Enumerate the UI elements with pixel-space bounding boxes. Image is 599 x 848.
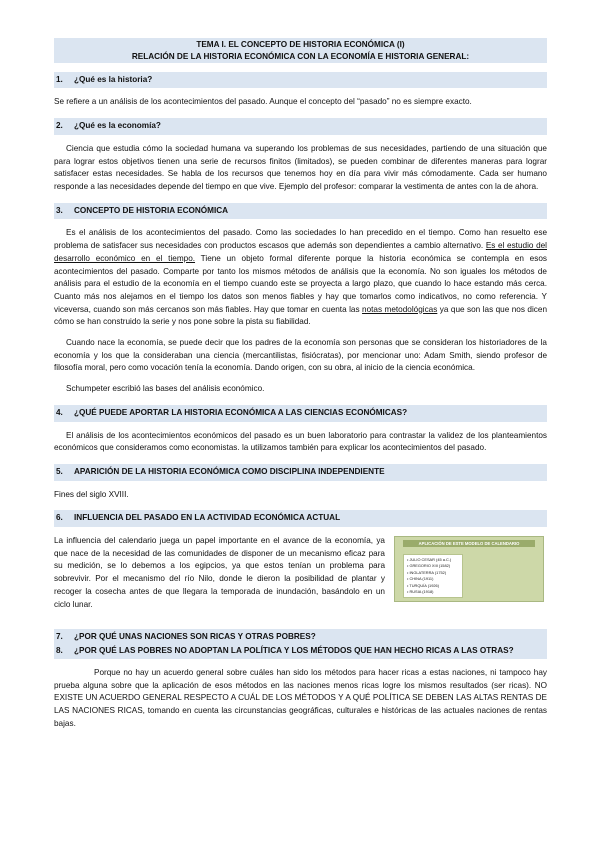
section-5-text: Fines del siglo XVIII.: [54, 489, 129, 499]
section-4-title: ¿QUÉ PUEDE APORTAR LA HISTORIA ECONÓMICA A LAS CIENCIAS ECONÓMICAS?: [74, 407, 408, 417]
section-5-heading: [54, 464, 547, 481]
section-3-paragraph-2: Cuando nace la economía, se puede decir que los padres de la economía son personas que se consideran los historiadores de la economía y los que la consideraban una ciencia (mercantilistas, fisiócratas), por mencionar uno: Adam Smith, siendo profesor de filosofía moral, pero como vocación tenía la economía. Dando origen, con su obra, al inicio de la ciencia económica.: [54, 338, 547, 373]
section-1-title: ¿Qué es la historia?: [74, 74, 153, 84]
section-8-heading: [56, 644, 547, 658]
document-title: [54, 38, 547, 63]
section-3-p1-c: ya que son las que nos dicen cómo se han construido la serie y nos pone sobre la pista su fiabilidad.: [54, 304, 547, 327]
section-8-text: [54, 667, 547, 731]
section-3-number: 3.: [56, 205, 63, 215]
section-2-title: ¿Qué es la economía?: [74, 121, 161, 131]
section-7-8-heading: [54, 629, 547, 659]
section-2-heading: [54, 118, 547, 135]
calendar-item: • JULIO CESAR (45 a.C.): [407, 557, 452, 563]
calendar-figure-title: APLICACIÓN DE ESTE MODELO DE CALENDARIO: [403, 540, 535, 547]
section-3-p1-b: Tiene un objeto formal diferente porque la historia económica se contempla en esos acontecimientos del pasado. Comparte por tanto los mismos métodos de análisis que la economía. No son iguales los métodos de análisis para el estudio de la economía en el tiempo cuando este se proyecta a largo plazo, que cuando lo hace estando más cerca. Cuanto más nos alejamos en el tiempo los datos son menos fiables y hay que tomarlos como indicativos, no como referencia. Y viceversa, cuando son más cercanos son más fiables. Hay que tomar en cuenta las: [54, 253, 547, 314]
calendar-item: • INGLATERRA (1752): [407, 569, 447, 575]
section-8-text-a: Porque no hay un acuerdo general sobre cuáles han sido los métodos para hacer ricas a estas naciones, ni tampoco hay prueba alguna sobre que la aplicación de esos métodos en las naciones menos ricas logre los mismos resultados (ser ricas).: [54, 667, 547, 690]
calendar-figure-list: [403, 554, 463, 597]
section-7-heading: [56, 630, 547, 644]
section-4-number: 4.: [56, 407, 63, 417]
section-1-heading: [54, 72, 547, 89]
title-line-2: RELACIÓN DE LA HISTORIA ECONÓMICA CON LA ECONOMÍA E HISTORIA GENERAL:: [131, 51, 470, 61]
section-6-text: La influencia del calendario juega un papel importante en el avance de la economía, ya que nace de la necesidad de las comunidades de disponer de un mecanismo eficaz para su medición, se lo debemos a los egipcios, ya que estos tenían un problema para sobrevivir. Por el mecanismo del río Nilo, donde le dieron la posibilidad de plantar y recoger la cosecha antes de que llegara la temporada de inundación, basándolo en un ciclo lunar.: [54, 536, 385, 609]
section-2-number: 2.: [56, 121, 63, 131]
calendar-item: • CHINA (1911): [407, 576, 434, 582]
section-7-title: ¿POR QUÉ UNAS NACIONES SON RICAS Y OTRAS POBRES?: [74, 632, 316, 642]
section-8-text-c: tomando en cuenta las circunstancias geográficas, culturales e históricas de las actuales naciones de rentas bajas.: [54, 706, 547, 728]
section-7-number: 7.: [56, 632, 63, 642]
section-6-title: INFLUENCIA DEL PASADO EN LA ACTIVIDAD ECONÓMICA ACTUAL: [74, 513, 341, 523]
section-3-paragraph-3: Schumpeter escribió las bases del análisis económico.: [66, 384, 265, 394]
section-8-title: ¿POR QUÉ LAS POBRES NO ADOPTAN LA POLÍTICA Y LOS MÉTODOS QUE HAN HECHO RICAS A LAS OTRAS?: [74, 646, 514, 655]
section-3-p1-underlined-2: notas metodológicas: [362, 304, 438, 314]
section-3-heading: [54, 203, 547, 220]
section-1-number: 1.: [56, 74, 63, 84]
section-1-text: Se refiere a un análisis de los acontecimientos del pasado. Aunque el concepto del “pasado” no es siempre exacto.: [54, 97, 472, 107]
section-8-number: 8.: [56, 646, 63, 655]
calendar-item: • RUSIA (1918): [407, 589, 434, 595]
calendar-item: • GREGORIO XIII (1582): [407, 563, 451, 569]
title-line-1: TEMA I. EL CONCEPTO DE HISTORIA ECONÓMICA (I): [196, 40, 405, 49]
section-4-heading: [54, 405, 547, 422]
section-3-title: CONCEPTO DE HISTORIA ECONÓMICA: [74, 205, 229, 215]
calendar-item: • TURQUÍA (1926): [407, 582, 439, 588]
section-3-paragraph-1: [54, 227, 547, 329]
section-5-title: APARICIÓN DE LA HISTORIA ECONÓMICA COMO DISCIPLINA INDEPENDIENTE: [74, 466, 385, 476]
calendar-figure: [394, 536, 544, 602]
section-6-body: [54, 535, 547, 627]
section-4-text: El análisis de los acontecimientos económicos del pasado es un buen laboratorio para contrastar la validez de los planteamientos económicos que consideramos como economistas. la utilizamos también para explicar los acontecimientos del pasado.: [54, 430, 547, 453]
section-3-p1-underlined: Es el estudio del desarrollo económico en el tiempo.: [54, 241, 547, 263]
section-6-number: 6.: [56, 513, 63, 523]
section-5-number: 5.: [56, 466, 63, 476]
section-2-text: Ciencia que estudia cómo la sociedad humana va superando los problemas de sus necesidades, partiendo de una situación que para lograr estos objetivos tienen una serie de recursos finitos (limitados), se pueden combinar de diferentes maneras para lograr satisfacer estas necesidades. Se habla de los recursos que tenemos hoy en día para vivir más cómodamente. Cada ser humano responde a las necesidades depende del tiempo en que vive. Ejemplo del profesor: comparar la vestimenta de antes con la de ahora.: [54, 143, 547, 191]
section-8-text-caps: NO EXISTE UN ACUERDO GENERAL RESPECTO A CUÁL DE LOS MÉTODOS Y A QUÉ POLÍTICA SE DEBEN LAS ALTAS RENTAS DE LAS NACIONES RICAS,: [54, 680, 548, 716]
section-6-heading: [54, 510, 547, 527]
section-3-p1-a: Es el análisis de los acontecimientos del pasado. Como las sociedades lo han precedido en el tiempo. Como han resuelto ese problema de satisfacer sus necesidades con productos escasos que además son dependientes a cambio alternativo.: [54, 228, 547, 251]
